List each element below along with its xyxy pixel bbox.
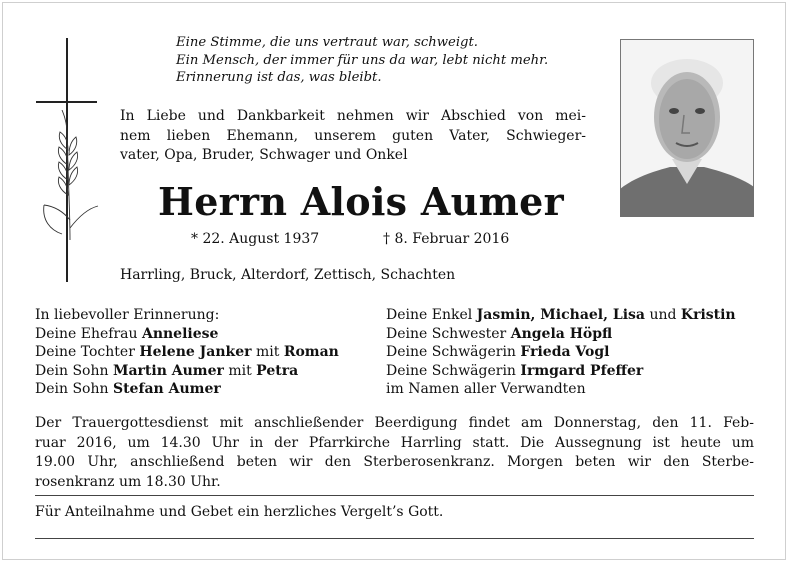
divider	[35, 495, 754, 496]
mourner-line	[386, 343, 736, 362]
divider	[35, 538, 754, 539]
mourner-text: und	[645, 307, 681, 323]
mourner-text: im Namen aller Verwandten	[386, 381, 586, 398]
mourners-right	[386, 306, 736, 399]
mourner-name: Jasmin, Michael, Lisa	[476, 307, 645, 323]
mourner-name: Stefan Aumer	[112, 381, 221, 398]
mourner-name: Angela Höpfl	[510, 325, 613, 342]
service-line: ruar 2016, um 14.30 Uhr in der Pfarrkirche Harrling statt. Die Aussegnung ist heute um	[35, 434, 754, 451]
mourner-text: Deine Schwester	[386, 325, 511, 342]
mourner-line	[386, 325, 736, 344]
poem-line: Ein Mensch, der immer für uns da war, lebt nicht mehr.	[176, 52, 549, 68]
deceased-name: Herrn Alois Aumer	[158, 179, 564, 224]
service-line: 19.00 Uhr, anschließend beten wir den Sterberosenkranz. Morgen beten wir den Sterbe-	[35, 454, 754, 471]
thanks-text: Für Anteilnahme und Gebet ein herzliches Vergelt’s Gott.	[35, 504, 444, 520]
service-line: rosenkranz um 18.30 Uhr.	[35, 473, 221, 490]
places: Harrling, Bruck, Alterdorf, Zettisch, Schachten	[120, 267, 456, 283]
mourner-text: Deine Enkel	[386, 307, 477, 323]
mourner-name: Irmgard Pfeffer	[520, 362, 644, 379]
mourner-line	[35, 380, 339, 399]
mourner-text: In liebevoller Erinnerung:	[35, 307, 220, 323]
intro-line: In Liebe und Dankbarkeit nehmen wir Abschied von mei-	[120, 108, 586, 124]
mourners-left	[35, 306, 339, 399]
mourner-name: Roman	[283, 344, 339, 361]
mourner-line	[35, 362, 339, 381]
mourner-text: Deine Tochter	[35, 344, 140, 361]
mourner-text: Dein Sohn	[35, 362, 113, 379]
mourner-name: Kristin	[680, 307, 736, 323]
poem-line: Erinnerung ist das, was bleibt.	[176, 70, 382, 85]
cross-bar	[36, 101, 97, 103]
mourner-line	[35, 325, 339, 344]
mourner-text: mit	[251, 344, 284, 361]
poem-line: Eine Stimme, die uns vertraut war, schweigt.	[176, 35, 478, 50]
portrait-photo	[620, 39, 754, 217]
mourner-text: mit	[223, 362, 257, 379]
mourner-line	[386, 306, 736, 325]
mourner-name: Martin Aumer	[112, 362, 224, 379]
intro-line: vater, Opa, Bruder, Schwager und Onkel	[120, 147, 408, 163]
death-date: † 8. Februar 2016	[383, 231, 510, 247]
mourner-line	[386, 362, 736, 381]
intro-text	[120, 107, 586, 166]
mourner-name: Anneliese	[141, 325, 219, 342]
mourner-name: Helene Janker	[139, 344, 252, 361]
mourner-text: Deine Schwägerin	[386, 362, 521, 379]
mourner-text: Deine Ehefrau	[35, 325, 142, 342]
mourner-line	[386, 380, 736, 399]
service-line: Der Trauergottesdienst mit anschließender Beerdigung findet am Donnerstag, den 11. Feb-	[35, 415, 754, 431]
birth-date: * 22. August 1937	[191, 231, 320, 247]
wheat-icon	[40, 110, 100, 245]
intro-line: nem lieben Ehemann, unserem guten Vater, Schwieger-	[120, 127, 586, 144]
mourner-name: Frieda Vogl	[520, 344, 610, 361]
mourner-text: Dein Sohn	[35, 381, 113, 398]
mourner-text: Deine Schwägerin	[386, 344, 521, 361]
mourner-line	[35, 343, 339, 362]
service-text	[35, 414, 754, 492]
poem	[176, 34, 548, 87]
mourner-name: Petra	[256, 362, 299, 379]
mourner-line	[35, 306, 339, 325]
